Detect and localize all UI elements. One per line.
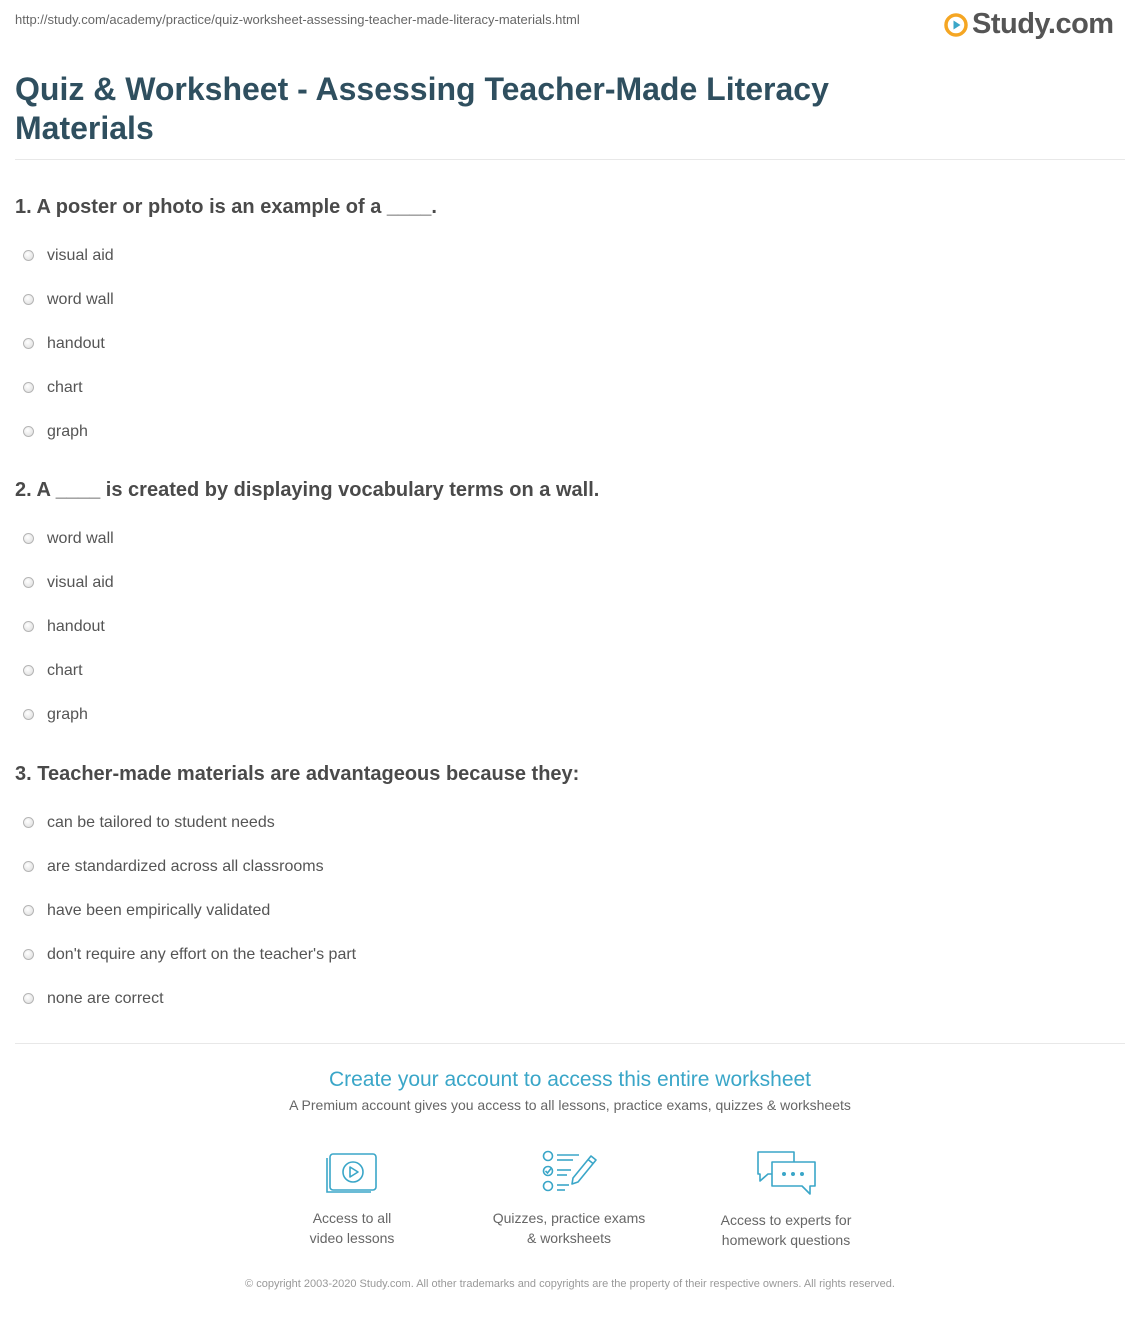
answer-options [15, 517, 1115, 737]
answer-option[interactable] [15, 517, 1115, 561]
chat-bubbles-icon [754, 1148, 818, 1198]
question-text: 1. A poster or photo is an example of a ____. [15, 196, 437, 218]
option-label: handout [47, 335, 105, 352]
option-label: graph [47, 706, 88, 723]
option-label: word wall [47, 530, 114, 547]
radio-button-icon[interactable] [23, 338, 34, 349]
feature-label: Quizzes, practice exams & worksheets [492, 1210, 646, 1246]
answer-option[interactable] [15, 889, 1115, 933]
video-lesson-icon [324, 1148, 380, 1196]
option-label: are standardized across all classrooms [47, 858, 324, 875]
answer-option[interactable] [15, 801, 1115, 845]
option-label: visual aid [47, 574, 114, 591]
question-text: 2. A ____ is created by displaying vocabulary terms on a wall. [15, 479, 600, 501]
feature-label: Access to experts for homework questions [720, 1212, 852, 1248]
answer-options [15, 801, 1115, 1021]
radio-button-icon[interactable] [23, 817, 34, 828]
feature-experts [706, 1148, 866, 1250]
option-label: have been empirically validated [47, 902, 271, 919]
radio-button-icon[interactable] [23, 250, 34, 261]
radio-button-icon[interactable] [23, 905, 34, 916]
radio-button-icon[interactable] [23, 665, 34, 676]
answer-option[interactable] [15, 278, 1115, 322]
answer-option[interactable] [15, 649, 1115, 693]
option-label: handout [47, 618, 105, 635]
answer-option[interactable] [15, 322, 1115, 366]
signup-cta [0, 1066, 1140, 1113]
question-1 [15, 192, 1115, 454]
radio-button-icon[interactable] [23, 533, 34, 544]
option-label: chart [47, 662, 83, 679]
feature-quizzes [489, 1148, 649, 1248]
play-circle-icon [944, 13, 968, 37]
radio-button-icon[interactable] [23, 577, 34, 588]
divider [15, 1043, 1125, 1044]
page-url: http://study.com/academy/practice/quiz-worksheet-assessing-teacher-made-literacy-materials.html [15, 12, 580, 27]
answer-option[interactable] [15, 366, 1115, 410]
radio-button-icon[interactable] [23, 861, 34, 872]
option-label: don't require any effort on the teacher's part [47, 946, 357, 963]
answer-option[interactable] [15, 933, 1115, 977]
radio-button-icon[interactable] [23, 993, 34, 1004]
radio-button-icon[interactable] [23, 382, 34, 393]
option-label: visual aid [47, 247, 114, 264]
feature-label: Access to all video lessons [309, 1210, 395, 1246]
answer-option[interactable] [15, 605, 1115, 649]
cta-subtitle: A Premium account gives you access to all lessons, practice exams, quizzes & worksheets [289, 1097, 851, 1113]
option-label: can be tailored to student needs [47, 814, 275, 831]
page-title: Quiz & Worksheet - Assessing Teacher-Made Literacy Materials [15, 71, 829, 146]
copyright: © copyright 2003-2020 Study.com. All other trademarks and copyrights are the property of their respective owners. All rights reserved. [245, 1278, 895, 1290]
radio-button-icon[interactable] [23, 949, 34, 960]
logo-text: Study.com [972, 8, 1114, 40]
cta-title-link[interactable]: Create your account to access this entire worksheet [328, 1068, 812, 1091]
quiz-checklist-icon [539, 1148, 599, 1196]
question-3 [15, 759, 1115, 1021]
option-label: none are correct [47, 990, 164, 1007]
radio-button-icon[interactable] [23, 621, 34, 632]
header [0, 0, 1140, 50]
option-label: chart [47, 379, 83, 396]
study-logo[interactable] [944, 8, 1114, 41]
radio-button-icon[interactable] [23, 709, 34, 720]
option-label: word wall [47, 291, 114, 308]
answer-option[interactable] [15, 693, 1115, 737]
answer-option[interactable] [15, 561, 1115, 605]
feature-video-lessons [272, 1148, 432, 1248]
answer-option[interactable] [15, 410, 1115, 454]
radio-button-icon[interactable] [23, 294, 34, 305]
radio-button-icon[interactable] [23, 426, 34, 437]
answer-options [15, 234, 1115, 454]
option-label: graph [47, 423, 88, 440]
answer-option[interactable] [15, 234, 1115, 278]
question-text: 3. Teacher-made materials are advantageous because they: [15, 763, 580, 785]
divider [15, 159, 1125, 160]
question-2 [15, 475, 1115, 737]
answer-option[interactable] [15, 845, 1115, 889]
answer-option[interactable] [15, 977, 1115, 1021]
